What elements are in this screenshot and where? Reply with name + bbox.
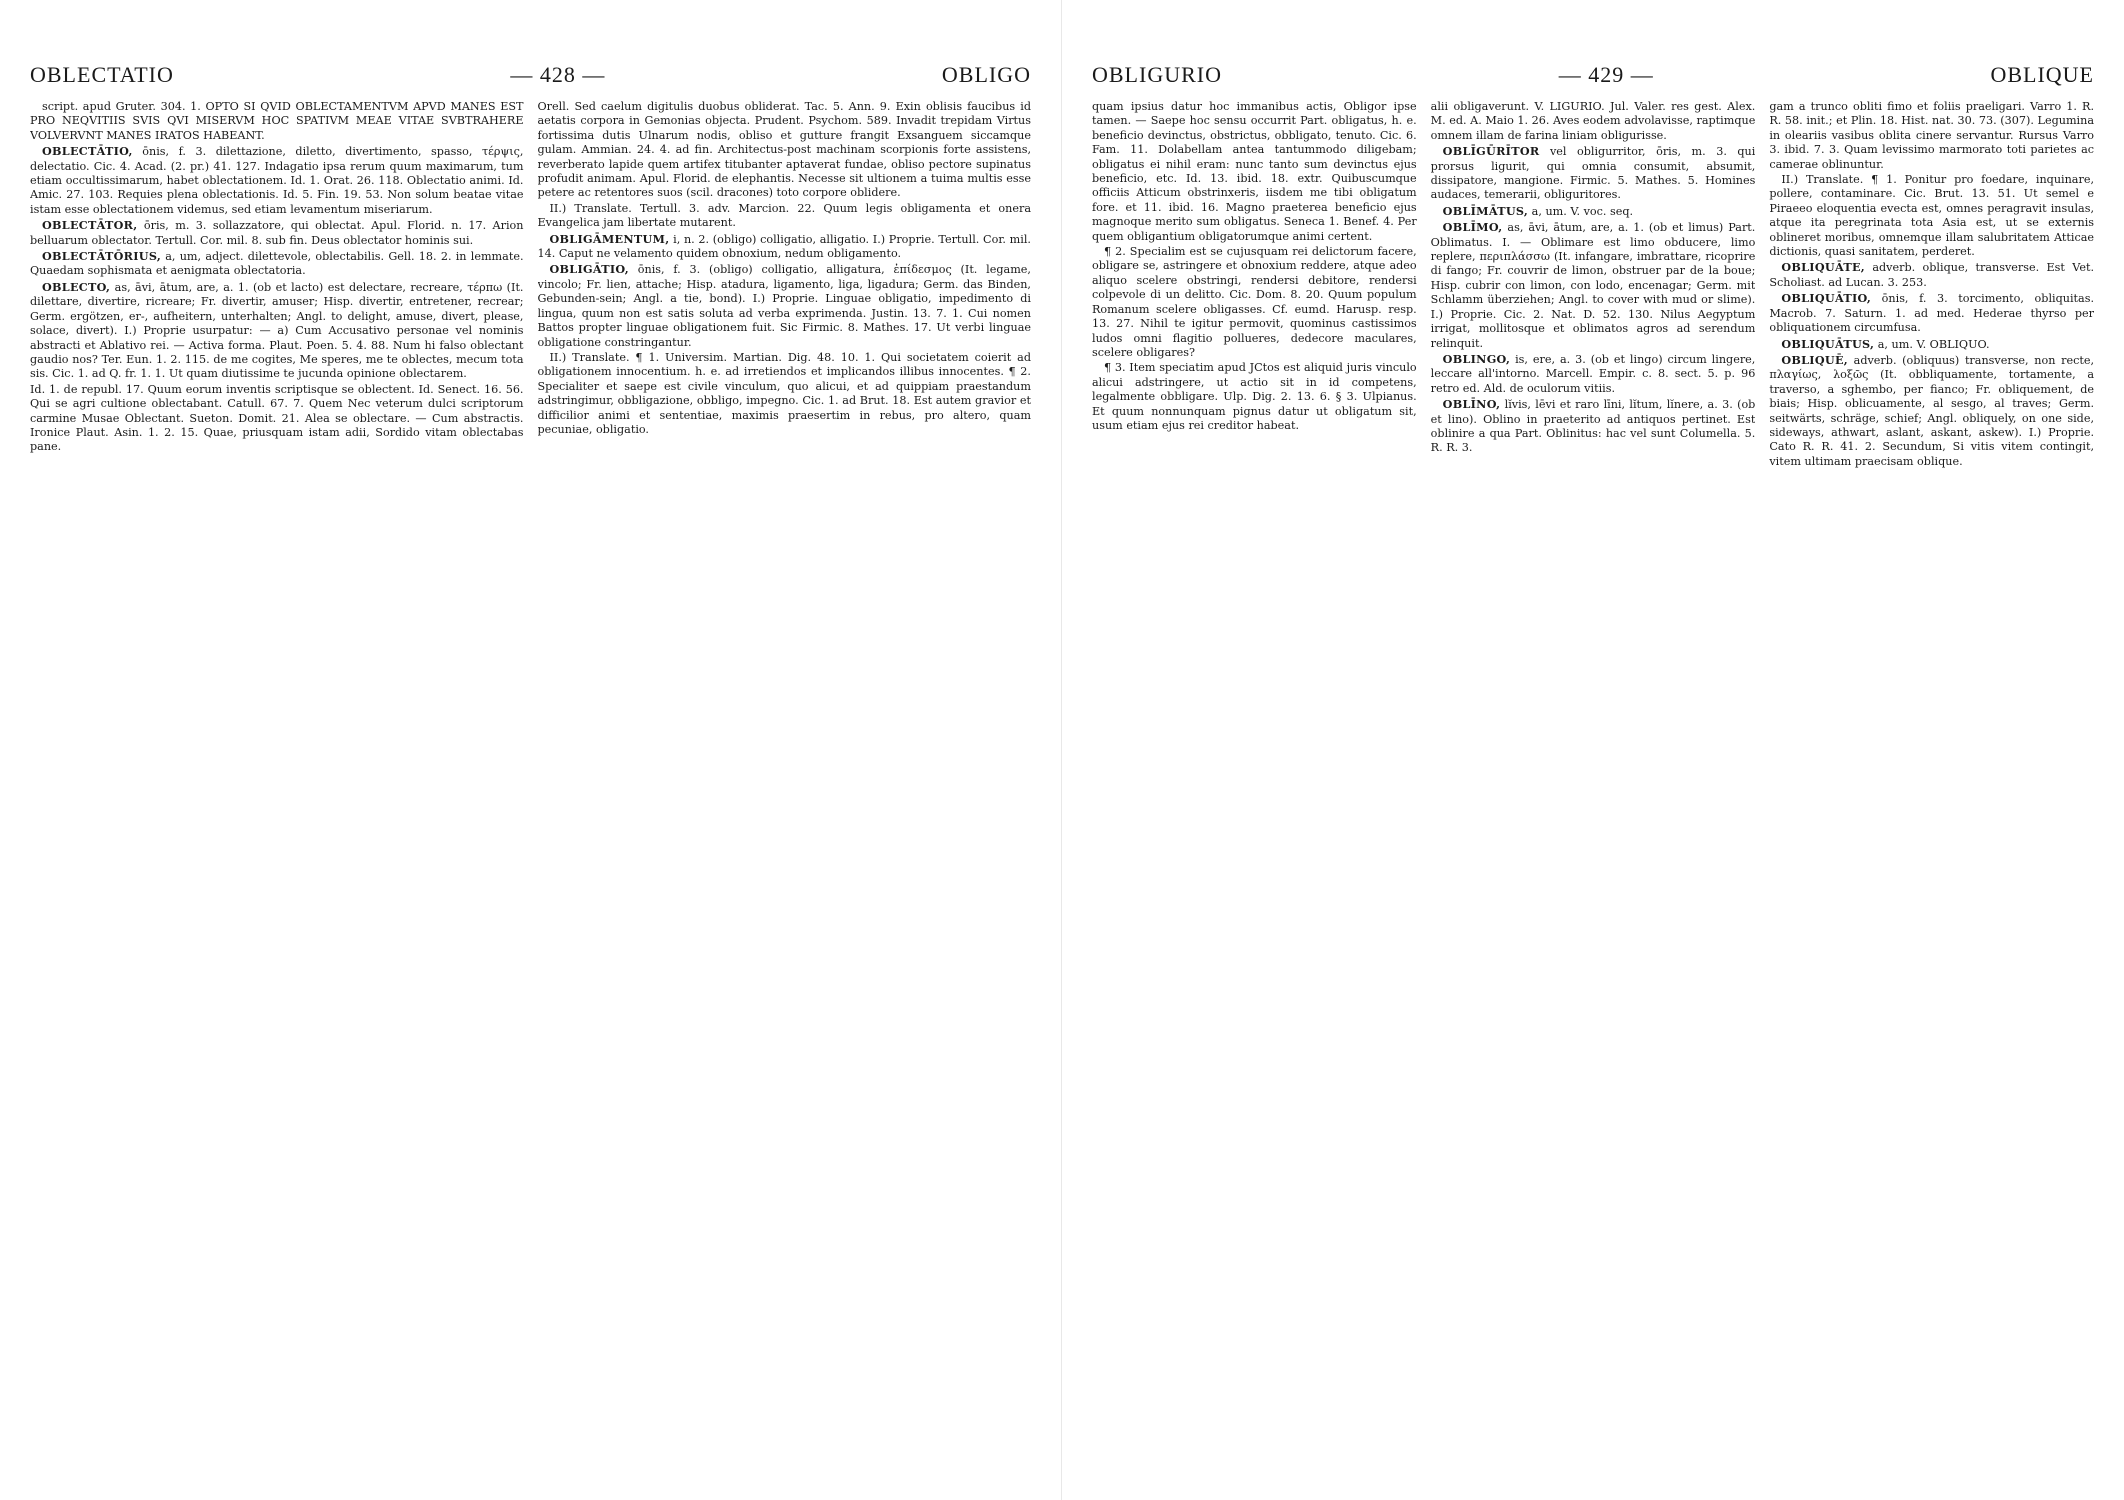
entry-text: quam ipsius datur hoc immanibus actis, Obligor ipse tamen. — Saepe hoc sensu occurrit Part. obligatus, h. e. beneficio devinctus, obstrictus, obbligato, tenuto. Cic. 6. Fam. 11. Dolabellam antea tantummodo diligebam; obligatus ei nihil eram: nunc tanto sum devinctus ejus beneficio, etc. Id. 13. ibid. 18. extr. Quibuscumque officiis Atticum obstrinxeris, iisdem me tibi obligatum fore. et 11. ibid. 16. Magno praeterea beneficio ejus magnoque merito sum obligatus. Seneca 1. Benef. 4. Per quem obligantium obligatorumque animi certent.	[1092, 100, 1417, 243]
entry-text: adverb. oblique, transverse. Est Vet. Scholiast. ad Lucan. 3. 253.	[1769, 261, 2094, 289]
entry-headword: OBLIQUĀTIO,	[1781, 291, 1872, 306]
entry-headword: OBLINGO,	[1442, 351, 1511, 366]
dictionary-entry	[1769, 260, 2094, 290]
dictionary-entry	[1769, 291, 2094, 335]
entry-text: II.) Translate. ¶ 1. Ponitur pro foedare, inquinare, pollere, contaminare. Cic. Brut. 13. 51. Ut semel e Piraeeo eloquentia evecta est, omnes peragravit insulas, atque ita peregrinata tota Asia est, ut se externis oblineret moribus, omnemque illam salubritatem Atticae dictionis, quasi sanitatem, perderet.	[1769, 173, 2095, 259]
entry-headword: OBLĪMĀTUS,	[1442, 203, 1529, 218]
dictionary-entry	[1769, 100, 2094, 172]
dictionary-entry	[30, 249, 524, 279]
entry-headword: OBLĪNO,	[1442, 397, 1501, 412]
columns	[1092, 100, 2094, 1460]
entry-text: a, um. V. OBLIQUO.	[1877, 337, 1990, 351]
entry-headword: OBLECTĀTŌRIUS,	[42, 249, 162, 264]
entry-text: as, āvi, ātum, are, a. 1. (ob et lacto) est delectare, recreare, τέρπω (It. dilettare, divertire, ricreare; Fr. divertir, amuser; Hisp. divertir, entretener, recrear; Germ. ergötzen, er-, aufheitern, unterhalten; Angl. to delight, amuse, divert, please, solace, divert). I.) Proprie usurpatur: — a) Cum Accusativo personae vel nominis abstracti et Ablativo rei. — Activa forma. Plaut. Poen. 5. 4. 88. Num hi falso oblectant gaudio nos? Ter. Eun. 1. 2. 115. de me cogites, Me speres, me te oblectes, mecum tota sis. Cic. 1. ad Q. fr. 1. 1. Ut quam diutissime te jucunda opinione oblectarem.	[30, 280, 524, 381]
entry-text: i, n. 2. (obligo) colligatio, alligatio. I.) Proprie. Tertull. Cor. mil. 14. Caput ne velamento quidem obnoxium, nedum obligamento.	[537, 232, 1031, 261]
dictionary-entry	[1769, 173, 2094, 259]
entry-text: ¶ 3. Item speciatim apud JCtos est aliquid juris vinculo alicui adstringere, ut actio sit in id competens, legalmente obbligare. Ulp. Dig. 2. 13. 6. § 3. Ulpianus. Et quum nonnunquam pignus datur ut obligatum sit, usum etiam ejus rei creditor habeat.	[1092, 361, 1417, 432]
page-right	[1062, 0, 2124, 1500]
text-column	[1092, 100, 1417, 1460]
page-number: — 428 —	[510, 62, 606, 87]
dictionary-entry	[1769, 353, 2094, 469]
text-column	[1769, 100, 2094, 1460]
dictionary-entry	[1431, 397, 1756, 456]
entry-text: ōnis, f. 3. dilettazione, diletto, divertimento, spasso, τέρψις, delectatio. Cic. 4. Acad. (2. pr.) 41. 127. Indagatio ipsa rerum quum maximarum, tum etiam occultissimarum, habet oblectationem. Id. 1. Orat. 26. 118. Oblectatio animi. Id. Amic. 27. 103. Requies plena oblectationis. Id. 5. Fin. 19. 53. Non solum beatae vitae istam esse oblectationem videmus, sed etiam levamentum miseriarum.	[30, 145, 524, 216]
entry-text: vel obligurritor, ōris, m. 3. qui prorsus ligurit, qui omnia consumit, absumit, dissipatore, mangione. Firmic. 5. Mathes. 5. Homines audaces, temerarii, obliguritores.	[1430, 145, 1756, 202]
entry-text: script. apud Gruter. 304. 1. OPTO SI QVID OBLECTAMENTVM APVD MANES EST PRO NEQVITIIS SVIS QVI MISERVM HOC SPATIVM MEAE VITAE SVBTRAHERE VOLVERVNT MANES IRATOS HABEANT.	[30, 100, 524, 142]
dictionary-entry	[538, 202, 1032, 231]
entry-text: II.) Translate. Tertull. 3. adv. Marcion. 22. Quum legis obligamenta et onera Evangelica jam libertate mutarent.	[537, 201, 1031, 230]
text-column	[538, 100, 1032, 1460]
entry-headword: OBLECTĀTOR,	[42, 218, 138, 233]
dictionary-entry	[1431, 144, 1756, 203]
entry-text: gam a trunco obliti fimo et foliis praeligari. Varro 1. R. R. 58. init.; et Plin. 18. Hist. nat. 30. 73. (307). Legumina in oleariis vasibus oblita cinere servantur. Rursus Varro 3. ibid. 7. 3. Quam levissimo marmorato toti parietes ac camerae oblinuntur.	[1769, 100, 2095, 171]
entry-text: Orell. Sed caelum digitulis duobus obliderat. Tac. 5. Ann. 9. Exin oblisis faucibus id aetatis corpora in Gemonias objecta. Prudent. Psychom. 589. Invadit trepidam Virtus fortissima dutis Ulnarum nodis, obliso et gutture frangit Exsanguem siccamque gulam. Ammian. 24. 4. ad fin. Architectus-post machinam scorpionis forte assistens, reverberato lapide quem artifex titubanter aptaverat fundae, obliso pectore supinatus profudit animam. Apul. Florid. de elephantis. Necesse sit ultionem a tuima multis esse petere ac retentores suos (scil. dracones) toto corpore oblidere.	[537, 100, 1031, 200]
dictionary-entry	[30, 383, 524, 455]
entry-text: ōris, m. 3. sollazzatore, qui oblectat. Apul. Florid. n. 17. Arion belluarum oblectator. Tertull. Cor. mil. 8. sub fin. Deus oblectator hominis sui.	[30, 219, 524, 247]
entry-headword: OBLIQUĒ,	[1781, 352, 1848, 367]
entry-headword: OBLIQUĀTUS,	[1781, 336, 1875, 351]
entry-text: is, ere, a. 3. (ob et lingo) circum lingere, leccare all'intorno. Marcell. Empir. c. 8. sect. 5. p. 96 retro ed. Ald. de oculorum vitiis.	[1430, 352, 1756, 395]
dictionary-entry	[1092, 245, 1417, 360]
text-column	[1431, 100, 1756, 1460]
dictionary-entry	[30, 144, 524, 217]
dictionary-entry	[538, 232, 1032, 262]
entry-text: adverb. (obliquus) transverse, non recte, πλαγίως, λοξῶς (It. obbliquamente, tortamente, a traverso, a sghembo, per fianco; Fr. obliquement, de biais; Hisp. oblicuamente, al sesgo, al traves; Germ. seitwärts, schräge, schief; Angl. obliquely, on one side, sideways, athwart, aslant, askant, askew). I.) Proprie. Cato R. R. 41. 2. Secundum, Si vitis vitem contingit, vitem ultimam praecisam oblique.	[1769, 353, 2095, 468]
entry-headword: OBLIGĀTIO,	[549, 262, 629, 277]
dictionary-entry	[1092, 100, 1417, 244]
entry-headword: OBLĪGŪRĪTOR	[1442, 144, 1540, 159]
dictionary-entry	[538, 100, 1032, 201]
running-head	[30, 55, 1031, 95]
dictionary-entry	[538, 262, 1032, 349]
dictionary-entry	[30, 100, 524, 143]
entry-text: II.) Translate. ¶ 1. Universim. Martian. Dig. 48. 10. 1. Qui societatem coierit ad obligationem innocentium. h. e. ad irretiendos et implicandos illibus innocentes. ¶ 2. Specialiter et saepe est civile vinculum, quo alicui, et ad quippiam praestandum adstringimur, obbligazione, obbligo, impegno. Cic. 1. ad Brut. 18. Est autem gravior et difficilior animi et sententiae, maximis praesertim in rebus, pro altero, quam pecuniae, obligatio.	[537, 350, 1031, 436]
running-head	[1092, 55, 2094, 95]
entry-text: alii obligaverunt. V. LIGURIO. Jul. Valer. res gest. Alex. M. ed. A. Maio 1. 26. Aves eodem advolavisse, raptimque omnem illam de farina liniam obligurisse.	[1430, 100, 1756, 142]
dictionary-entry	[1092, 361, 1417, 433]
head-left-word: OBLECTATIO	[30, 62, 174, 87]
entry-text: lĭvis, lēvi et raro līni, lĭtum, lĭnere, a. 3. (ob et lino). Oblino in praeterito ad antiquos pertinet. Est oblinire a qua Part. Oblinitus: hac vel sunt Columella. 5. R. R. 3.	[1430, 398, 1756, 455]
dictionary-entry	[1431, 220, 1756, 351]
entry-headword: OBLECTĀTIO,	[42, 144, 133, 159]
head-left-word: OBLIGURIO	[1092, 62, 1222, 87]
dictionary-entry	[1431, 100, 1756, 143]
dictionary-entry	[1769, 337, 2094, 352]
entry-text: ōnis, f. 3. (obligo) colligatio, alligatura, ἐπίδεσμος (It. legame, vincolo; Fr. lien, attache; Hisp. atadura, ligamento, liga, ligadura; Germ. das Binden, Gebunden-sein; Angl. a tie, bond). I.) Proprie. Linguae obligatio, impedimento di lingua, quum non est satis soluta ad verba exprimenda. Justin. 13. 7. 1. Cui nomen Battos propter linguae obligationem fuit. Sic Firmic. 8. Mathes. 17. Ut verbi linguae obligatione constringantur.	[537, 263, 1031, 349]
entry-headword: OBLIQUĀTE,	[1781, 260, 1865, 275]
entry-text: as, āvi, ātum, are, a. 1. (ob et limus) Part. Oblimatus. I. — Oblimare est limo obducere, limo replere, περιπλάσσω (It. infangare, imbrattare, ricoprire di fango; Fr. couvrir de limon, obstruer par de la boue; Hisp. cubrir con limon, con lodo, encenagar; Germ. mit Schlamm überziehen; Angl. to cover with mud or slime). I.) Proprie. Cic. 2. Nat. D. 52. 130. Nilus Aegyptum irrigat, mollitosque et oblimatos agros ad serendum relinquit.	[1430, 221, 1756, 350]
dictionary-entry	[538, 351, 1032, 437]
entry-text: ōnis, f. 3. torcimento, obliquitas. Macrob. 7. Saturn. 1. ad med. Hederae thyrso per obliquationem circumfusa.	[1769, 292, 2095, 335]
entry-text: ¶ 2. Specialim est se cujusquam rei delictorum facere, obligare se, astringere et obnoxium reddere, atque adeo aliquo scelere obstringi, rendersi debitore, rendersi colpevole di un delitto. Cic. Dom. 8. 20. Quum populum Romanum scelere obligasses. Cf. eumd. Harusp. resp. 13. 27. Nihil te igitur permovit, quominus castissimos ludos omni flagitio pollueres, dedecore maculares, scelere obligares?	[1092, 245, 1417, 359]
entry-headword: OBLECTO,	[42, 279, 111, 294]
page-number: — 429 —	[1558, 62, 1654, 87]
entry-text: Id. 1. de republ. 17. Quum eorum inventis scriptisque se oblectent. Id. Senect. 16. 56. Qui se agri cultione oblectabant. Catull. 67. 7. Quem Nec veterum dulci scriptorum carmine Musae Oblectant. Sueton. Domit. 21. Alea se oblectare. — Cum abstractis. Ironice Plaut. Asin. 1. 2. 15. Quae, priusquam istam adii, Sordido vitam oblectabas pane.	[30, 382, 524, 454]
entry-headword: OBLIGĀMENTUM,	[549, 231, 670, 246]
columns	[30, 100, 1031, 1460]
entry-headword: OBLĪMO,	[1442, 220, 1503, 235]
text-column	[30, 100, 524, 1460]
dictionary-entry	[30, 218, 524, 248]
dictionary-entry	[1431, 204, 1756, 219]
entry-text: a, um, adject. dilettevole, oblectabilis. Gell. 18. 2. in lemmate. Quaedam sophismata et aenigmata oblectatoria.	[30, 250, 524, 278]
head-right-word: OBLIGO	[941, 62, 1031, 87]
dictionary-entry	[1431, 352, 1756, 396]
entry-text: a, um. V. voc. seq.	[1531, 204, 1634, 218]
dictionary-entry	[30, 280, 524, 382]
head-right-word: OBLIQUE	[1990, 62, 2094, 87]
